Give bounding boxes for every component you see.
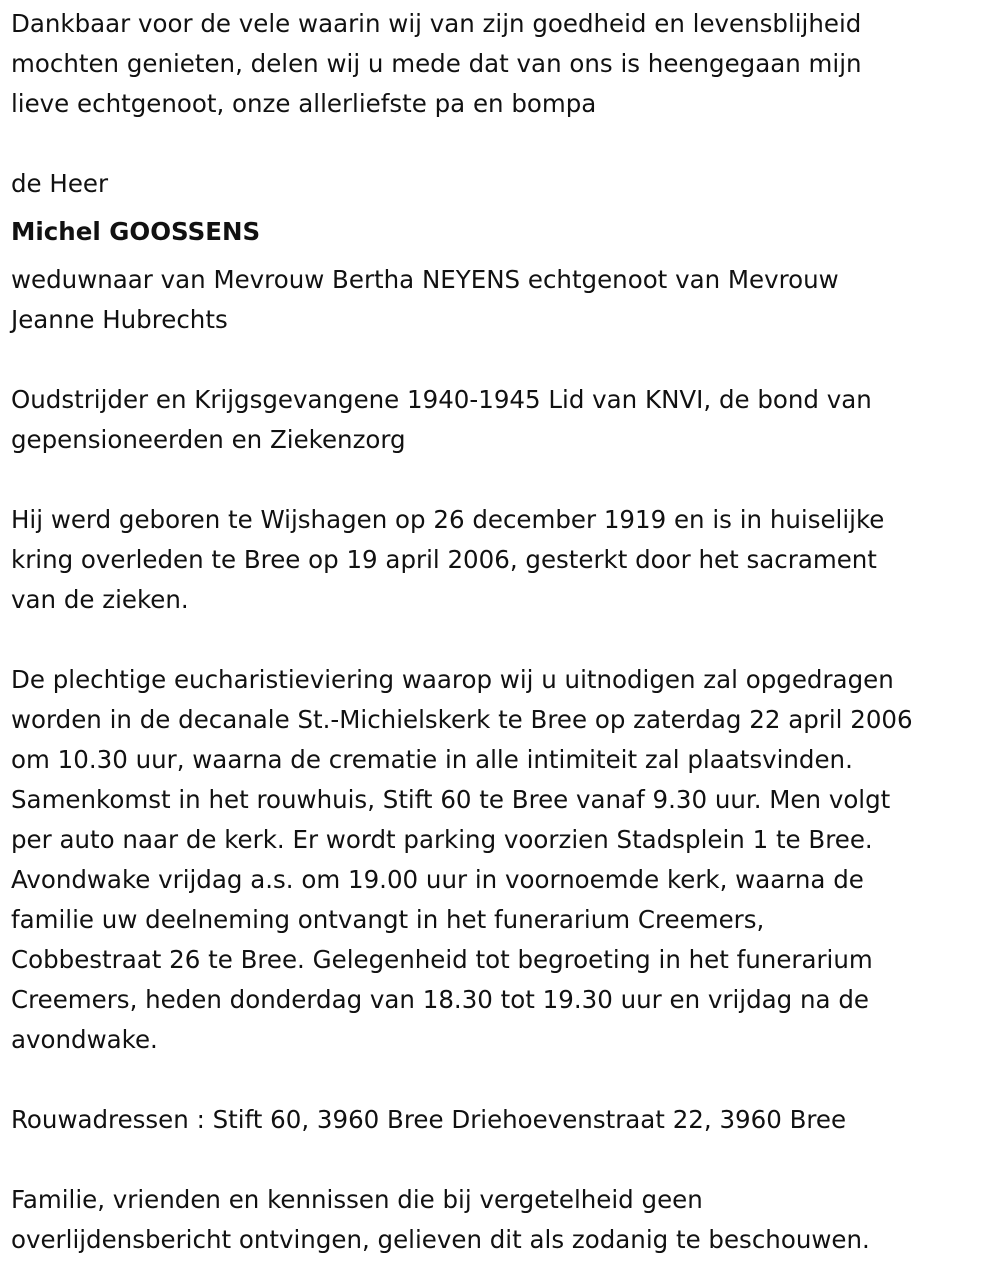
ceremony-paragraph: De plechtige eucharistieviering waarop wij u uitnodigen zal opgedragen worden in de decanale St.-Michielskerk te Bree op zaterdag 22 april 2006 om 10.30 uur, waarna de crematie in alle intimiteit zal plaatsvinden. Samenkomst in het rouwhuis, Stift 60 te Bree vanaf 9.30 uur. Men volgt per auto naar de kerk. Er wordt parking voorzien Stadsplein 1 te Bree. Avondwake vrijdag a.s. om 19.00 uur in voornoemde kerk, waarna de familie uw deelneming ontvangt in het funerarium Creemers, Cobbestraat 26 te Bree. Gelegenheid tot begroeting in het funerarium Creemers, heden donderdag van 18.30 tot 19.30 uur en vrijdag na de avondwake. xyxy=(11,665,913,1054)
obituary-notice xyxy=(11,4,991,1260)
relation-paragraph: weduwnaar van Mevrouw Bertha NEYENS echtgenoot van Mevrouw Jeanne Hubrechts xyxy=(11,265,839,334)
deceased-name: Michel GOOSSENS xyxy=(11,217,261,246)
spacer xyxy=(11,1060,991,1100)
affiliations-paragraph: Oudstrijder en Krijgsgevangene 1940-1945 Lid van KNVI, de bond van gepensioneerden en Ziekenzorg xyxy=(11,385,872,454)
spacer xyxy=(11,460,991,500)
birth-death-paragraph: Hij werd geboren te Wijshagen op 26 december 1919 en is in huiselijke kring overleden te Bree op 19 april 2006, gesterkt door het sacrament van de zieken. xyxy=(11,505,885,614)
addresses-paragraph: Rouwadressen : Stift 60, 3960 Bree Driehoevenstraat 22, 3960 Bree xyxy=(11,1105,847,1134)
spacer xyxy=(11,340,991,380)
spacer xyxy=(11,124,991,164)
spacer xyxy=(11,1140,991,1180)
intro-paragraph: Dankbaar voor de vele waarin wij van zijn goedheid en levensblijheid mochten genieten, delen wij u mede dat van ons is heengegaan mijn lieve echtgenoot, onze allerliefste pa en bompa xyxy=(11,9,862,118)
honorific: de Heer xyxy=(11,169,109,198)
spacer xyxy=(11,620,991,660)
closing-paragraph: Familie, vrienden en kennissen die bij vergetelheid geen overlijdensbericht ontvingen, gelieven dit als zodanig te beschouwen. xyxy=(11,1185,870,1254)
